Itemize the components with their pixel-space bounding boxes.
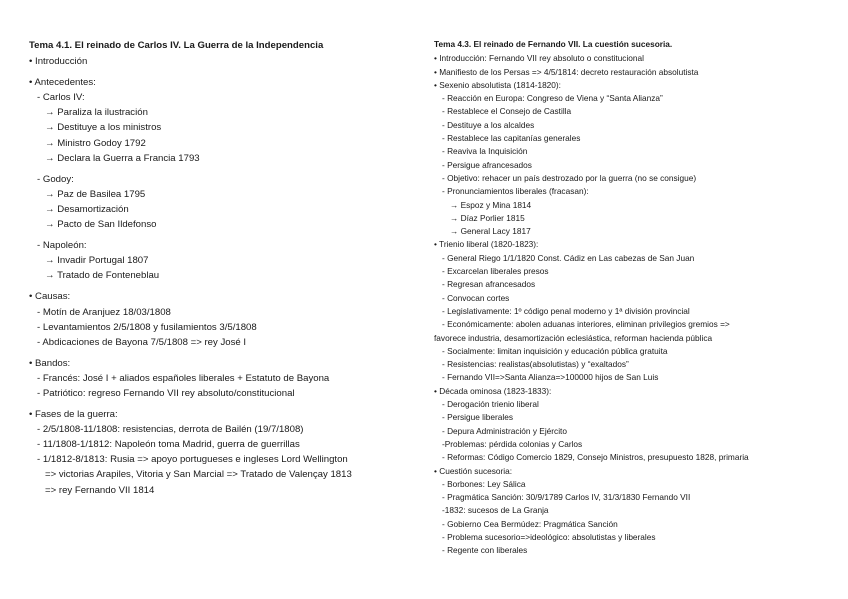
text-line: → Desamortización <box>45 203 129 215</box>
text-line: - Regresan afrancesados <box>442 279 536 290</box>
text-line: - Regente con liberales <box>442 545 528 556</box>
text-line: - 1/1812-8/1813: Rusia => apoyo portugueses e ingleses Lord Wellington <box>37 454 348 466</box>
text-line: - Carlos IV: <box>37 92 85 104</box>
text-line: - General Riego 1/1/1820 Const. Cádiz en Las cabezas de San Juan <box>442 252 695 263</box>
text-line: - Depura Administración y Ejército <box>442 425 567 436</box>
text-line: • Causas: <box>29 291 71 303</box>
text-line: → Declara la Guerra a Francia 1793 <box>45 152 200 164</box>
text-line: → Díaz Porlier 1815 <box>450 212 525 223</box>
text-line: - Económicamente: abolen aduanas interiores, eliminan privilegios gremios => <box>442 319 730 330</box>
text-line: • Introducción: Fernando VII rey absoluto o constitucional <box>434 53 644 64</box>
text-line: favorece industria, desamortización eclesiástica, reforman hacienda pública <box>434 332 713 343</box>
text-line: • Trienio liberal (1820-1823): <box>434 239 539 250</box>
text-line: - Excarcelan liberales presos <box>442 266 549 277</box>
text-line: - Reacción en Europa: Congreso de Viena y “Santa Alianza” <box>442 93 663 104</box>
text-line: → Tratado de Fonteneblau <box>45 270 160 282</box>
text-line: - Restablece el Consejo de Castilla <box>442 106 572 117</box>
text-line: • Introducción <box>29 56 88 68</box>
text-line: - Persigue liberales <box>442 412 514 423</box>
text-line: - Legislativamente: 1º código penal moderno y 1ª división provincial <box>442 305 690 316</box>
text-line: • Fases de la guerra: <box>29 409 118 421</box>
text-line: → Invadir Portugal 1807 <box>45 255 149 267</box>
text-line: • Cuestión sucesoria: <box>434 465 513 476</box>
text-line: - Francés: José I + aliados españoles liberales + Estatuto de Bayona <box>37 372 330 384</box>
text-line: • Década ominosa (1823-1833): <box>434 385 552 396</box>
right-lines <box>434 52 839 557</box>
text-line: • Bandos: <box>29 357 71 369</box>
text-line: • Antecedentes: <box>29 77 96 89</box>
text-line: - 2/5/1808-11/1808: resistencias, derrota de Bailén (19/7/1808) <box>37 424 304 436</box>
right-column <box>434 38 839 558</box>
left-column <box>29 38 419 498</box>
text-line: - Convocan cortes <box>442 292 510 303</box>
text-line: - Levantamientos 2/5/1808 y fusilamientos 3/5/1808 <box>37 321 257 333</box>
text-line: → Espoz y Mina 1814 <box>450 199 532 210</box>
text-line: → Destituye a los ministros <box>45 122 162 134</box>
text-line: => rey Fernando VII 1814 <box>45 484 155 496</box>
text-line: - Objetivo: rehacer un país destrozado por la guerra (no se consigue) <box>442 172 697 183</box>
text-line: - Patriótico: regreso Fernando VII rey absoluto/constitucional <box>37 387 295 399</box>
text-line: - Resistencias: realistas(absolutistas) y “exaltados” <box>442 359 629 370</box>
text-line: - Reaviva la Inquisición <box>442 146 528 157</box>
text-line: - Motín de Aranjuez 18/03/1808 <box>37 306 171 318</box>
text-line: → Paz de Basilea 1795 <box>45 188 146 200</box>
text-line: - 11/1808-1/1812: Napoleón toma Madrid, guerra de guerrillas <box>37 439 300 451</box>
text-line: - Persigue afrancesados <box>442 159 532 170</box>
text-line: → Ministro Godoy 1792 <box>45 137 146 149</box>
text-line: - Problema sucesorio=>ideológico: absolutistas y liberales <box>442 531 656 542</box>
text-line: - Restablece las capitanías generales <box>442 133 581 144</box>
text-line: → Pacto de San Ildefonso <box>45 219 157 231</box>
left-title: Tema 4.1. El reinado de Carlos IV. La Guerra de la Independencia <box>29 40 324 51</box>
text-line: -Problemas: pérdida colonias y Carlos <box>442 438 583 449</box>
text-line: - Pronunciamientos liberales (fracasan): <box>442 186 589 197</box>
text-line: • Manifiesto de los Persas => 4/5/1814: decreto restauración absolutista <box>434 66 699 77</box>
text-line: • Sexenio absolutista (1814-1820): <box>434 79 561 90</box>
left-lines <box>29 54 419 498</box>
text-line: - Gobierno Cea Bermúdez: Pragmática Sanción <box>442 518 618 529</box>
text-line: - Borbones: Ley Sálica <box>442 478 526 489</box>
text-line: - Napoleón: <box>37 240 87 252</box>
text-line: - Destituye a los alcaldes <box>442 119 535 130</box>
text-line: - Reformas: Código Comercio 1829, Consejo Ministros, presupuesto 1828, primaria <box>442 452 749 463</box>
text-line: -1832: sucesos de La Granja <box>442 505 549 516</box>
text-line: - Abdicaciones de Bayona 7/5/1808 => rey José I <box>37 336 247 348</box>
text-line: - Fernando VII=>Santa Alianza=>100000 hijos de San Luis <box>442 372 659 383</box>
text-line: - Socialmente: limitan inquisición y educación pública gratuita <box>442 345 668 356</box>
text-line: => victorias Arapiles, Vitoria y San Marcial => Tratado de Valençay 1813 <box>45 469 352 481</box>
text-line: → General Lacy 1817 <box>450 226 531 237</box>
text-line: - Godoy: <box>37 173 74 185</box>
text-line: - Pragmática Sanción: 30/9/1789 Carlos IV, 31/3/1830 Fernando VII <box>442 492 691 503</box>
text-line: → Paraliza la ilustración <box>45 107 148 119</box>
right-title: Tema 4.3. El reinado de Fernando VII. La cuestión sucesoria. <box>434 39 673 49</box>
text-line: - Derogación trienio liberal <box>442 399 539 410</box>
